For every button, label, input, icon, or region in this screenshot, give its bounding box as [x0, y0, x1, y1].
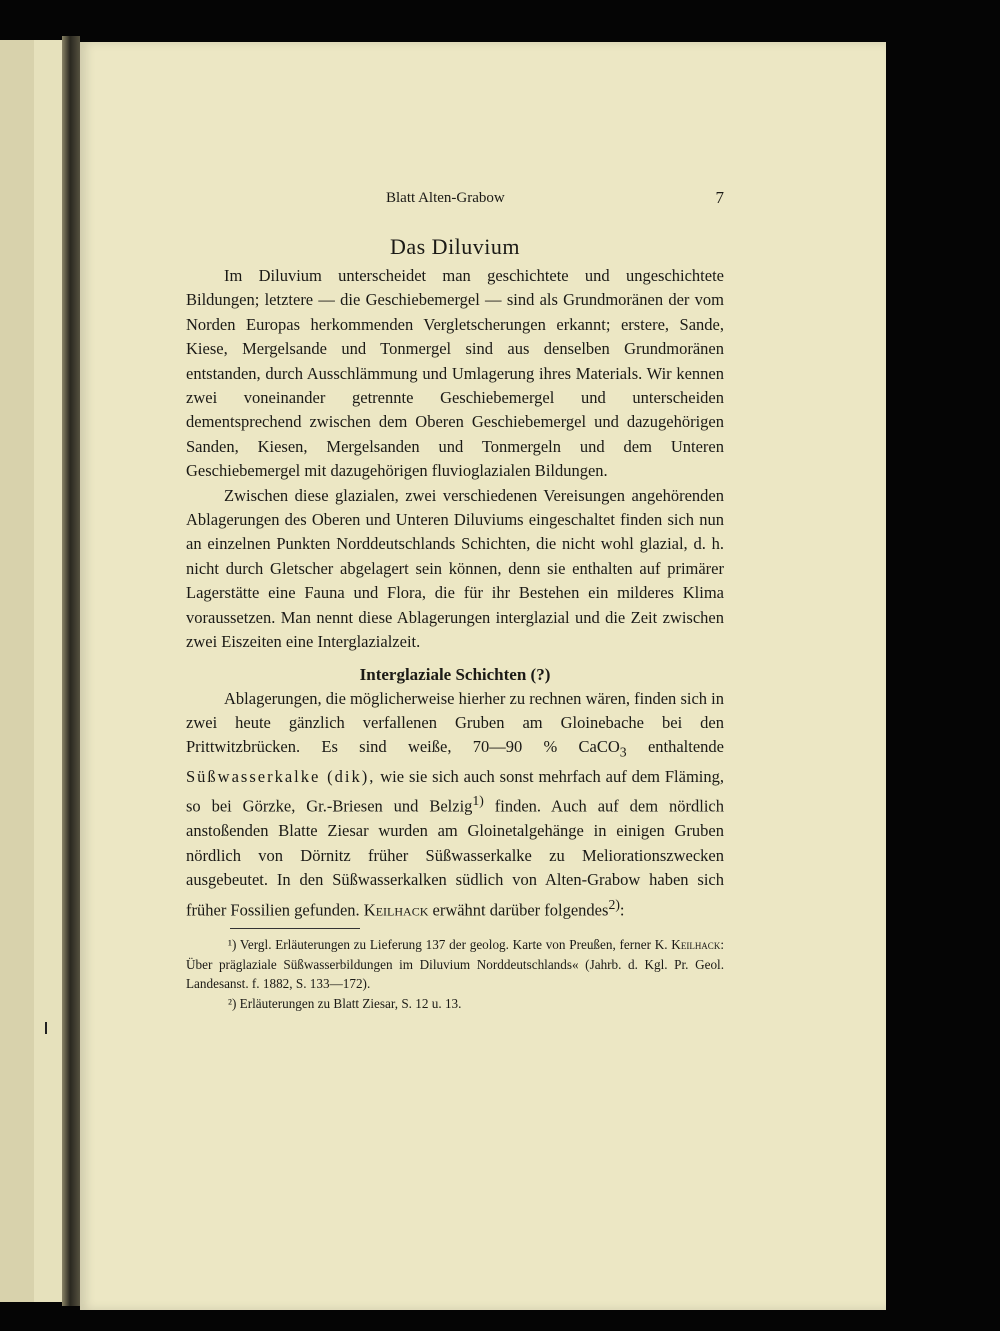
subsection-body [186, 687, 724, 923]
margin-mark [45, 1022, 47, 1034]
footnote-marker: ²) [228, 995, 237, 1011]
subsection-title: Interglaziale Schichten (?) [359, 664, 551, 684]
text-run: erwähnt darüber folgendes [428, 900, 609, 920]
spaced-term: Süßwasserkalke (dik), [186, 767, 376, 787]
subscript-3: 3 [619, 744, 627, 760]
text-run: finden. Auch auf dem nördlich anstoßenden Blatte Ziesar wurden am Gloinetalgehänge in einigen Gruben nördlich von Dörnitz früher Süßwasserkalke zu Meliorationszwecken ausgebeutet. In den Süßwasserkalken südlich von Alten-Grabow haben sich früher Fossilien gefunden. [186, 796, 724, 920]
text-run: Erläuterungen zu Blatt Ziesar, S. 12 u. 13. [236, 995, 462, 1011]
author-name: Keilhack [363, 900, 429, 920]
text-run: enthaltende [626, 737, 724, 757]
book-page [80, 42, 886, 1310]
text-run: wie sie sich auch sonst mehrfach auf dem Fläming, so bei Görzke, Gr.-Briesen und Belzig [186, 767, 724, 816]
footnotes [186, 935, 724, 1013]
section-body [186, 264, 724, 655]
text-run: Ablagerungen, die möglicherweise hierher zu rechnen wären, finden sich in zwei heute gänzlich verfallenen Gruben am Gloinebache bei den Prittwitzbrücken. Es sind weiße, 70—90 % CaCO [186, 688, 724, 757]
book-gutter [62, 36, 80, 1306]
footnote-marker: ¹) [228, 937, 237, 953]
footnote-2 [186, 994, 724, 1014]
footnote-ref-2: 2) [608, 896, 620, 912]
author-name: Keilhack [671, 937, 721, 953]
footnote-ref-1: 1) [472, 793, 484, 809]
section-title: Das Diluvium [389, 234, 521, 259]
text-run: : [619, 900, 625, 920]
footnote-1 [186, 935, 724, 994]
text-run: Vergl. Erläuterungen zu Lieferung 137 der geolog. Karte von Preußen, ferner K. [236, 937, 672, 953]
page-content [186, 190, 724, 1013]
paragraph-diluvium-2: Zwischen diese glazialen, zwei verschiedenen Vereisungen angehörenden Ablagerungen des Oberen und Unteren Diluviums eingeschaltet finden sich nun an einzelnen Punkten Norddeutschlands Schichten, die nicht wohl glazial, d. h. nicht durch Gletscher abgelagert sein können, denn sie enthalten auf primärer Lagerstätte eine Fauna und Flora, die für ihr Bestehen ein milderes Klima voraussetzen. Man nennt diese Ablagerungen interglazial und die Zeit zwischen zwei Eiszeiten eine Interglazialzeit. [186, 485, 724, 652]
paragraph-interglazial [186, 687, 724, 923]
left-page-edge [0, 40, 62, 1302]
text-run: : Über präglaziale Süßwasserbildungen im Diluvium Norddeutschlands« (Jahrb. d. Kgl. Pr. Geol. Landesanst. f. 1882, S. 133—172). [186, 937, 724, 992]
footnote-rule [230, 928, 360, 929]
page-number: 7 [715, 188, 724, 207]
running-head [186, 190, 724, 212]
paragraph-diluvium-1: Im Diluvium unterscheidet man geschichtete und ungeschichtete Bildungen; letztere — die Geschiebemergel — sind als Grundmoränen der vom Norden Europas herkommenden Vergletscherungen erkannt; erstere, Sande, Kiese, Mergelsande und Tonmergel sind aus denselben Grundmoränen entstanden, durch Ausschlämmung und Umlagerung ihres Materials. Wir kennen zwei voneinander getrennte Geschiebemergel und unterscheiden dementsprechend zwischen dem Oberen Geschiebemergel und dazugehörigen Sanden, Kiesen, Mergelsanden und Tonmergeln und dem Unteren Geschiebemergel mit dazugehörigen fluvioglazialen Bildungen. [186, 266, 724, 481]
running-title: Blatt Alten-Grabow [386, 190, 505, 206]
